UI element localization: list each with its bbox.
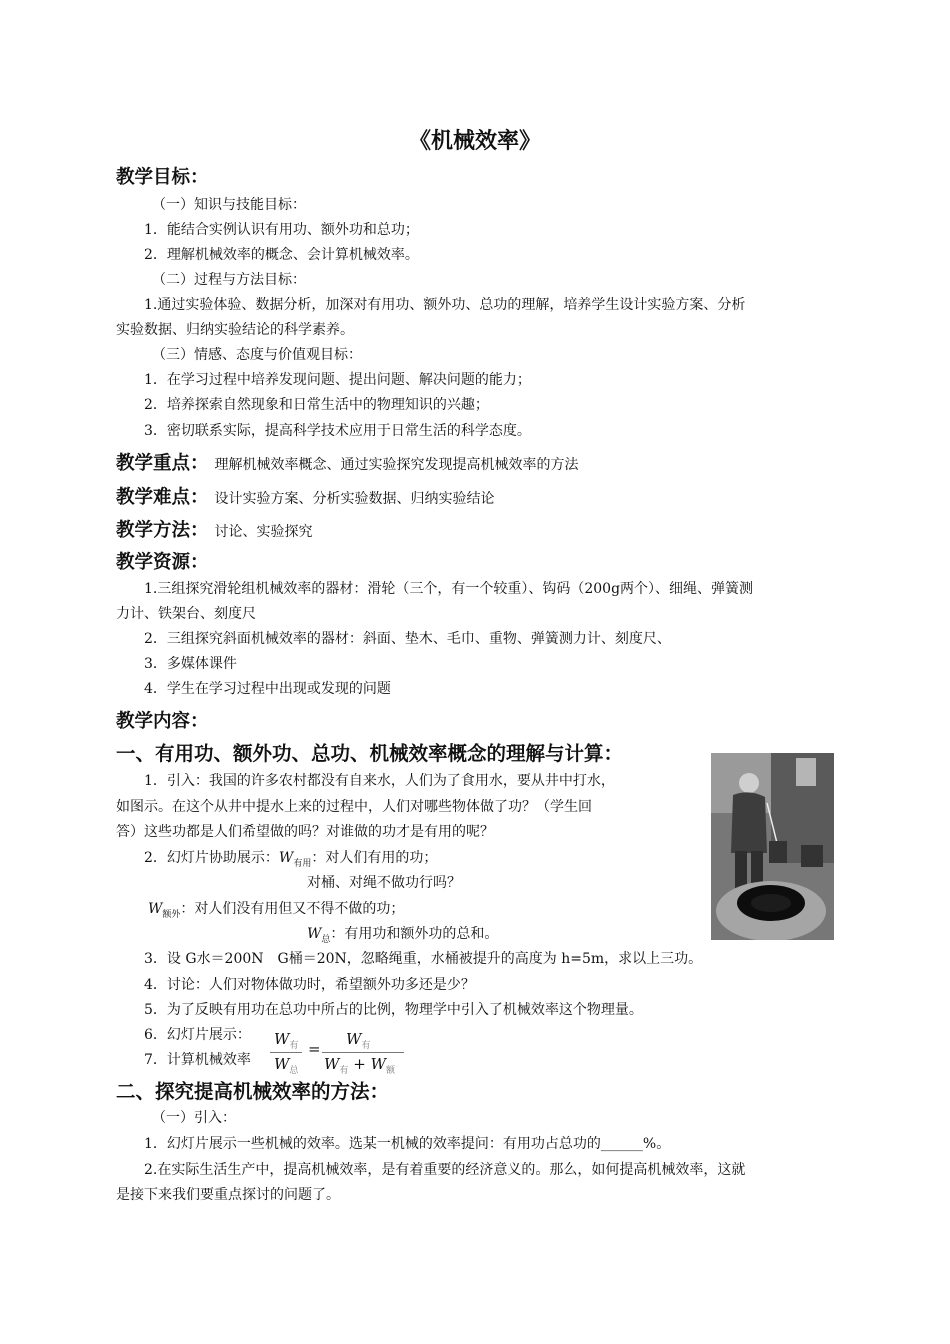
- s1-para-5: 5．为了反映有用功在总功中所占的比例，物理学中引入了机械效率这个物理量。: [144, 1002, 643, 1018]
- method-label: 教学方法：: [116, 520, 209, 541]
- objective-2-1b: 实验数据、归纳实验结论的科学素养。: [116, 322, 354, 338]
- s2-para-1: 1．幻灯片展示一些机械的效率。选某一机械的效率提问：有用功占总功的______%。: [144, 1136, 671, 1152]
- objective-1-1: 1．能结合实例认识有用功、额外功和总功；: [144, 222, 419, 238]
- resource-3: 3．多媒体课件: [144, 656, 237, 672]
- resource-2: 2．三组探究斜面机械效率的器材：斜面、垫木、毛巾、重物、弹簧测力计、刻度尺、: [144, 631, 671, 647]
- page-title: 《机械效率》: [408, 129, 541, 154]
- s1-para-2d: [307, 924, 498, 950]
- s1-para-1b: 如图示。在这个从井中提水上来的过程中，人们对哪些物体做了功？（学生回: [116, 799, 592, 815]
- objective-1-2: 2．理解机械效率的概念、会计算机械效率。: [144, 247, 419, 263]
- s1-para-6: 6．幻灯片展示：: [144, 1027, 251, 1043]
- formula-den-2-sub2: 额: [386, 1066, 396, 1076]
- s1-para-2c: [148, 899, 404, 925]
- w-useful-sub: 有用: [293, 858, 312, 869]
- s1-para-2: [144, 848, 437, 874]
- key-point-text: 理解机械效率概念、通过实验探究发现提高机械效率的方法: [214, 457, 579, 473]
- difficulty-text: 设计实验方案、分析实验数据、归纳实验结论: [214, 491, 495, 507]
- s1-para-2c-post: ：对人们没有用但又不得不做的功；: [180, 901, 405, 917]
- s1-para-2-post: ：对人们有用的功；: [311, 850, 438, 866]
- formula-den-2-sub1: 有: [339, 1066, 349, 1076]
- formula-den-2: [324, 1055, 395, 1076]
- formula-num-1: [274, 1030, 298, 1051]
- s1-para-4: 4．讨论：人们对物体做功时，希望额外功多还是少？: [144, 977, 475, 993]
- formula-bar-1: [270, 1052, 302, 1053]
- objective-2-1a: 1.通过实验体验、数据分析，加深对有用功、额外功、总功的理解，培养学生设计实验方案、分析: [144, 297, 746, 313]
- method: [116, 516, 313, 542]
- formula-num-2-sub: 有: [361, 1041, 371, 1051]
- formula-num-2: [346, 1030, 370, 1051]
- objectives-heading: 教学目标：: [116, 167, 209, 188]
- s1-para-2-pre: 2．幻灯片协助展示：: [144, 850, 279, 866]
- w-total-symbol: W: [307, 926, 322, 942]
- formula-den-2b-w: W: [370, 1055, 386, 1073]
- section-1-heading: 一、有用功、额外功、总功、机械效率概念的理解与计算：: [116, 742, 624, 765]
- objective-3-1: 1．在学习过程中培养发现问题、提出问题、解决问题的能力；: [144, 372, 531, 388]
- section-2-heading: 二、探究提高机械效率的方法：: [116, 1080, 390, 1103]
- formula-den-1-sub: 总: [289, 1066, 299, 1076]
- s2-para-2b: 是接下来我们要重点探讨的问题了。: [116, 1187, 340, 1203]
- well-photo: [711, 753, 834, 940]
- formula-den-2-w: W: [324, 1055, 340, 1073]
- objective-3-3: 3．密切联系实际，提高科学技术应用于日常生活的科学态度。: [144, 423, 531, 439]
- objective-group-1: （一）知识与技能目标：: [152, 197, 306, 213]
- well-photo-illustration: [711, 753, 834, 940]
- formula-den-1-w: W: [274, 1055, 290, 1073]
- objective-3-2: 2．培养探索自然现象和日常生活中的物理知识的兴趣；: [144, 397, 489, 413]
- resource-1a: 1.三组探究滑轮组机械效率的器材：滑轮（三个，有一个较重）、钩码（200g两个）、细绳、弹簧测: [144, 581, 754, 597]
- s1-para-3: 3．设 G水＝200N G桶＝20N，忽略绳重，水桶被提升的高度为 h=5m，求以上三功。: [144, 951, 703, 967]
- objective-group-3: （三）情感、态度与价值观目标：: [152, 347, 362, 363]
- difficulty-label: 教学难点：: [116, 487, 209, 508]
- s1-para-2d-post: ：有用功和额外功的总和。: [330, 926, 499, 942]
- resource-1b: 力计、铁架台、刻度尺: [116, 606, 256, 622]
- method-text: 讨论、实验探究: [214, 524, 313, 540]
- w-useful-symbol: W: [278, 850, 294, 866]
- formula-num-1-w: W: [274, 1030, 290, 1048]
- objective-group-2: （二）过程与方法目标：: [152, 272, 306, 288]
- s1-para-2b: 对桶、对绳不做功行吗？: [307, 875, 461, 891]
- w-total-sub: 总: [321, 934, 331, 945]
- w-extra-sub: 额外: [162, 909, 181, 920]
- key-point: [116, 449, 579, 475]
- formula-plus: +: [353, 1055, 366, 1073]
- resources-heading: 教学资源：: [116, 552, 209, 573]
- s1-para-1c: 答）这些功都是人们希望做的吗？对谁做的功才是有用的呢？: [116, 824, 494, 840]
- formula-num-1-sub: 有: [289, 1041, 299, 1051]
- s2-para-2a: 2.在实际生活生产中，提高机械效率，是有着重要的经济意义的。那么，如何提高机械效率，这就: [144, 1162, 746, 1178]
- content-heading: 教学内容：: [116, 711, 209, 732]
- s2-group-1: （一）引入：: [152, 1110, 236, 1126]
- resource-4: 4．学生在学习过程中出现或发现的问题: [144, 681, 391, 697]
- formula-bar-2: [322, 1052, 404, 1053]
- difficulty: [116, 483, 495, 509]
- formula-den-1: [274, 1055, 298, 1076]
- key-point-label: 教学重点：: [116, 453, 209, 474]
- w-extra-symbol: W: [148, 901, 163, 917]
- s1-para-1a: 1．引入：我国的许多农村都没有自来水，人们为了食用水，要从井中打水，: [144, 773, 615, 789]
- s1-para-7: 7．计算机械效率: [144, 1052, 251, 1068]
- formula-equals: =: [308, 1040, 321, 1058]
- formula-num-2-w: W: [346, 1030, 362, 1048]
